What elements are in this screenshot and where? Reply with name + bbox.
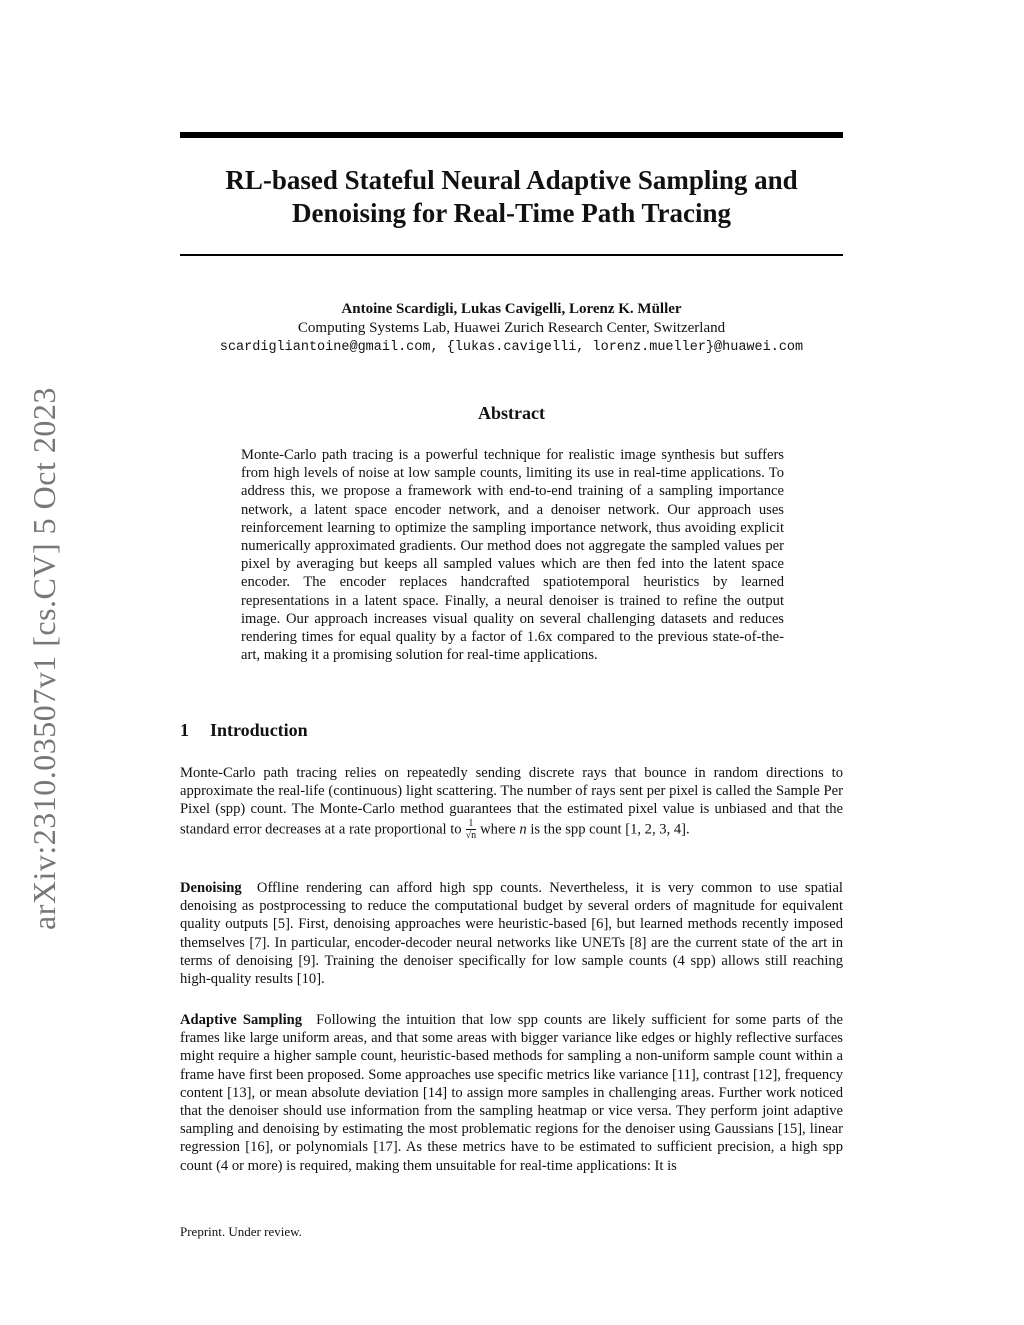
title-line-1: RL-based Stateful Neural Adaptive Sampling and: [225, 165, 798, 195]
fraction-denominator: √n: [465, 829, 477, 841]
title-top-rule: [180, 132, 843, 138]
section-number: 1: [180, 720, 189, 740]
title-bottom-rule: [180, 254, 843, 256]
author-emails: scardigliantoine@gmail.com, {lukas.cavigelli, lorenz.mueller}@huawei.com: [219, 340, 804, 355]
intro-text-part-2: where: [480, 820, 516, 837]
paper-title: [180, 164, 843, 230]
adaptive-sampling-paragraph: [180, 1011, 843, 1175]
intro-paragraph: [180, 764, 843, 841]
intro-text-part-3: is the spp count [1, 2, 3, 4].: [530, 820, 690, 837]
affiliation: Computing Systems Lab, Huawei Zurich Research Center, Switzerland: [297, 320, 726, 336]
title-line-2: Denoising for Real-Time Path Tracing: [292, 198, 731, 228]
author-names: Antoine Scardigli, Lukas Cavigelli, Lorenz K. Müller: [341, 301, 682, 317]
author-block: [180, 300, 843, 357]
section-heading-introduction: [180, 720, 308, 741]
fraction-one-over-sqrt-n: [466, 819, 477, 841]
adaptive-sampling-text: Following the intuition that low spp counts are likely sufficient for some parts of the frames like large uniform areas, and that some areas with bigger variance like edges or highly reflective surfaces might require a higher sample count, heuristic-based methods for sampling a non-uniform sample count within a frame have first been proposed. Some approaches use specific metrics like variance [11], contrast [12], frequency content [13], or mean absolute deviation [14] to assign more samples in challenging areas. Further work noticed that the denoiser should use information from the sampling heatmap or vice versa. They perform joint adaptive sampling and denoising by estimating the most problematic regions for the denoiser using Gaussians [15], linear regression [16], or polynomials [17]. As these metrics have to be estimated to sufficient precision, a high spp count (4 or more) is required, making them unsuitable for real-time applications: It is: [180, 1012, 843, 1174]
intro-text-part-1: Monte-Carlo path tracing relies on repeatedly sending discrete rays that bounce in random directions to approximate the real-life (continuous) light scattering. The number of rays sent per pixel is called the Sample Per Pixel (spp) count. The Monte-Carlo method guarantees that the estimated pixel value is unbiased and that the standard error decreases at a rate proportional to: [180, 765, 843, 837]
denoising-text: Offline rendering can afford high spp counts. Nevertheless, it is very common to use spatial denoising as postprocessing to reduce the computational budget by several orders of magnitude for equivalent quality outputs [5]. First, denoising approaches were heuristic-based [6], but learned methods recently imposed themselves [7]. In particular, encoder-decoder neural networks like UNETs [8] are the current state of the art in terms of denoising [9]. Training the denoiser specifically for low sample counts (4 spp) allows still reaching high-quality results [10].: [180, 880, 843, 988]
math-variable-n: n: [519, 820, 527, 837]
arxiv-identifier: arXiv:2310.03507v1 [cs.CV] 5 Oct 2023: [26, 387, 62, 930]
abstract-text: Monte-Carlo path tracing is a powerful technique for realistic image synthesis but suffers from high levels of noise at low sample counts, limiting its use in real-time applications. To address this, we propose a framework with end-to-end training of a sampling importance network, a latent space encoder network, and a denoiser network. Our approach uses reinforcement learning to optimize the sampling importance network, thus avoiding explicit numerically approximated gradients. Our method does not aggregate the sampled values per pixel by averaging but keeps all sampled values which are then fed into the latent space encoder. The encoder replaces handcrafted spatiotemporal heuristics by learned representations in a latent space. Finally, a neural denoiser is trained to refine the output image. Our approach increases visual quality on several challenging datasets and reduces rendering times for equal quality by a factor of 1.6x compared to the previous state-of-the-art, making it a promising solution for real-time applications.: [241, 447, 784, 664]
section-title: Introduction: [210, 720, 308, 740]
denoising-paragraph: [180, 879, 843, 988]
abstract-heading: Abstract: [478, 403, 545, 423]
footer-note: Preprint. Under review.: [180, 1224, 302, 1239]
denoising-heading: Denoising: [180, 880, 242, 896]
adaptive-sampling-heading: Adaptive Sampling: [180, 1012, 303, 1028]
fraction-numerator: 1: [468, 817, 474, 829]
